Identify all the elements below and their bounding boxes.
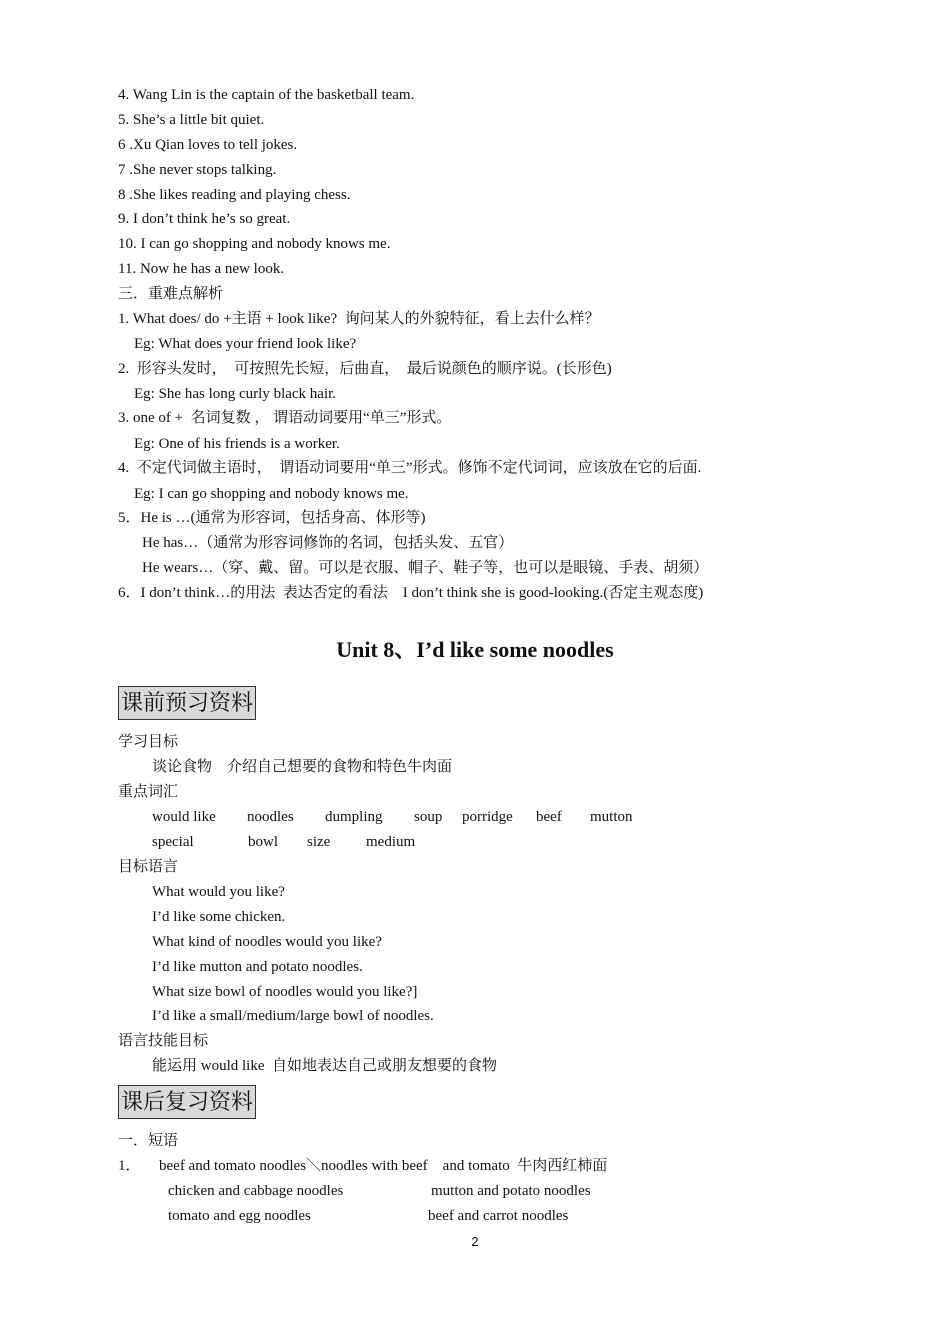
point-6: 6．I don’t think…的用法 表达否定的看法 I don’t think she is good-looking.(否定主观态度)	[118, 585, 704, 601]
goal-label: 学习目标	[118, 734, 179, 750]
lang-line: What size bowl of noodles would you like?]	[152, 984, 418, 1000]
point-1-example: Eg: What does your friend look like?	[134, 336, 357, 352]
vocab-word: mutton	[590, 809, 633, 825]
point-2: 2. 形容头发时， 可按照先长短，后曲直， 最后说颜色的顺序说。(长形色)	[118, 361, 612, 377]
vocab-word: noodles	[247, 809, 294, 825]
lang-line: What would you like?	[152, 884, 285, 900]
vocab-word: special	[152, 834, 194, 850]
phrase-pair-left: chicken and cabbage noodles	[168, 1183, 344, 1199]
point-2-example: Eg: She has long curly black hair.	[134, 386, 337, 402]
phrase-pair-right: mutton and potato noodles	[431, 1183, 591, 1199]
unit-title: Unit 8、I’d like some noodles	[336, 637, 614, 662]
preview-box-label: 课前预习资料	[118, 686, 256, 720]
vocab-label: 重点词汇	[118, 784, 179, 800]
lang-line: What kind of noodles would you like?	[152, 934, 382, 950]
sentence-9: 9. I don’t think he’s so great.	[118, 211, 291, 227]
sentence-10: 10. I can go shopping and nobody knows me.	[118, 236, 391, 252]
skill-label: 语言技能目标	[118, 1033, 209, 1049]
phrase-heading: 一．短语	[118, 1133, 179, 1149]
point-5-has: He has…（通常为形容词修饰的名词，包括头发、五官）	[142, 535, 514, 551]
phrase-pair-right: beef and carrot noodles	[428, 1208, 569, 1224]
lang-line: I’d like mutton and potato noodles.	[152, 959, 363, 975]
sentence-6: 6 .Xu Qian loves to tell jokes.	[118, 137, 298, 153]
sentence-4: 4. Wang Lin is the captain of the basketball team.	[118, 87, 415, 103]
vocab-word: would like	[152, 809, 216, 825]
phrase-pair-left: tomato and egg noodles	[168, 1208, 311, 1224]
vocab-word: beef	[536, 809, 562, 825]
sentence-7: 7 .She never stops talking.	[118, 162, 277, 178]
vocab-word: porridge	[462, 809, 513, 825]
vocab-word: bowl	[248, 834, 278, 850]
phrase-item-text: beef and tomato noodles＼noodles with beef and tomato 牛肉西红柿面	[159, 1158, 608, 1174]
lang-line: I’d like a small/medium/large bowl of noodles.	[152, 1008, 434, 1024]
sentence-5: 5. She’s a little bit quiet.	[118, 112, 265, 128]
point-1: 1. What does/ do +主语 + look like? 询问某人的外貌特征，看上去什么样？	[118, 311, 600, 327]
point-4: 4. 不定代词做主语时， 谓语动词要用“单三”形式。修饰不定代词词，应该放在它的后面.	[118, 460, 702, 476]
review-box-label: 课后复习资料	[118, 1085, 256, 1119]
goal-text: 谈论食物 介绍自己想要的食物和特色牛肉面	[152, 759, 453, 775]
page-number: 2	[471, 1234, 479, 1249]
skill-text: 能运用 would like 自如地表达自己或朋友想要的食物	[152, 1058, 497, 1074]
point-4-example: Eg: I can go shopping and nobody knows me.	[134, 486, 409, 502]
lang-line: I’d like some chicken.	[152, 909, 286, 925]
vocab-word: dumpling	[325, 809, 383, 825]
vocab-word: medium	[366, 834, 416, 850]
sentence-11: 11. Now he has a new look.	[118, 261, 285, 277]
vocab-word: size	[307, 834, 331, 850]
point-3-example: Eg: One of his friends is a worker.	[134, 436, 340, 452]
point-5-wears: He wears…（穿、戴、留。可以是衣服、帽子、鞋子等，也可以是眼镜、手表、胡须）	[142, 560, 709, 576]
point-3: 3. one of + 名词复数 ， 谓语动词要用“单三”形式。	[118, 410, 452, 426]
lang-label: 目标语言	[118, 859, 179, 875]
point-5: 5．He is …(通常为形容词，包括身高、体形等)	[118, 510, 426, 526]
section-heading-difficulties: 三．重难点解析	[118, 286, 224, 302]
sentence-8: 8 .She likes reading and playing chess.	[118, 187, 351, 203]
phrase-item-number: 1．	[118, 1158, 141, 1174]
vocab-word: soup	[414, 809, 443, 825]
